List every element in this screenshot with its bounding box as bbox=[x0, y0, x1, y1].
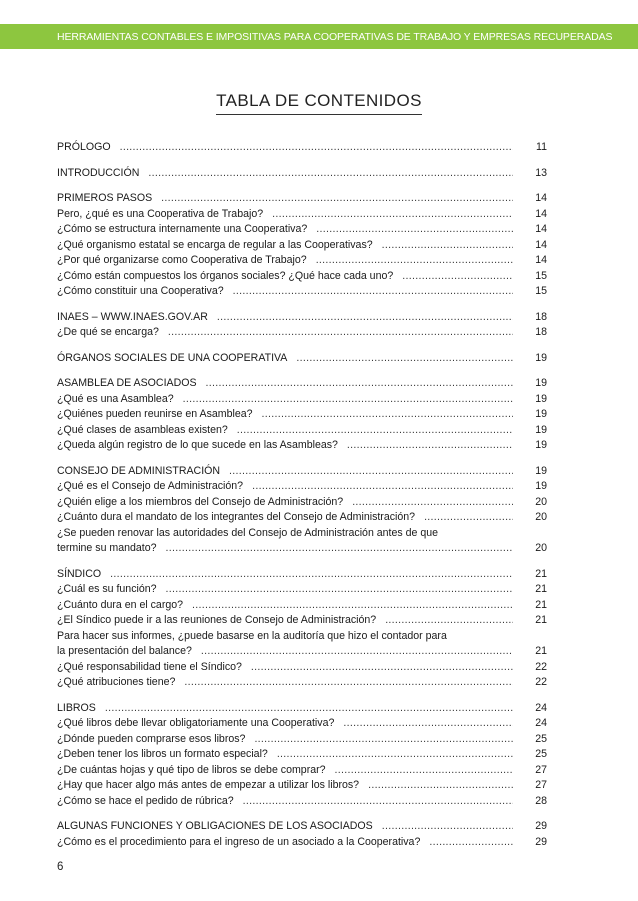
toc-entry bbox=[57, 675, 547, 691]
toc-entry bbox=[57, 613, 547, 629]
toc-entry-page: 19 bbox=[535, 464, 547, 477]
toc-entry bbox=[57, 325, 547, 341]
toc-entry-title: ¿Cómo están compuestos los órganos sociales? ¿Qué hace cada uno? bbox=[57, 269, 394, 282]
toc-entry bbox=[57, 479, 547, 495]
toc-leader-dots bbox=[429, 835, 513, 851]
toc-leader-dots bbox=[183, 392, 513, 408]
toc-entry-page: 19 bbox=[535, 351, 547, 364]
toc-leader-dots bbox=[237, 423, 513, 439]
toc-entry-title: ¿Quiénes pueden reunirse en Asamblea? bbox=[57, 408, 253, 420]
toc-leader-dots bbox=[277, 747, 513, 763]
toc-leader-dots bbox=[382, 819, 513, 835]
section-gap bbox=[57, 300, 547, 310]
toc-entry-page: 14 bbox=[535, 238, 547, 251]
toc-entry-title: ¿Qué es el Consejo de Administración? bbox=[57, 480, 244, 492]
toc-leader-dots bbox=[168, 325, 513, 341]
toc-entry-page: 20 bbox=[535, 542, 547, 554]
toc-entry-page: 14 bbox=[535, 254, 547, 266]
section-gap bbox=[57, 557, 547, 567]
toc-entry bbox=[57, 351, 547, 367]
toc-section bbox=[57, 376, 547, 454]
toc-entry-title: PRIMEROS PASOS bbox=[57, 192, 153, 204]
toc-entry-page: 19 bbox=[535, 392, 547, 405]
toc-leader-dots bbox=[272, 207, 513, 223]
toc-entry-page: 22 bbox=[535, 676, 547, 688]
toc-section bbox=[57, 819, 547, 850]
toc-entry-title: ¿Qué libros debe llevar obligatoriamente una Cooperativa? bbox=[57, 717, 335, 729]
toc-entry-title: ¿De cuántas hojas y qué tipo de libros se debe comprar? bbox=[57, 763, 326, 776]
section-gap bbox=[57, 691, 547, 701]
toc-entry-page: 21 bbox=[535, 645, 547, 657]
toc-entry-title: ¿Qué es una Asamblea? bbox=[57, 392, 174, 405]
toc-entry-page: 21 bbox=[535, 583, 547, 595]
toc-entry-title: ASAMBLEA DE ASOCIADOS bbox=[57, 377, 197, 389]
toc-entry-title: CONSEJO DE ADMINISTRACIÓN bbox=[57, 464, 221, 477]
toc-leader-dots bbox=[316, 222, 513, 238]
toc-entry bbox=[57, 763, 547, 779]
toc-entry-title: la presentación del balance? bbox=[57, 645, 192, 657]
toc-entry-page: 21 bbox=[535, 598, 547, 611]
toc-leader-dots bbox=[201, 644, 513, 660]
toc-entry bbox=[57, 495, 547, 511]
toc-entry bbox=[57, 310, 547, 326]
toc-section bbox=[57, 567, 547, 691]
toc-title-text: TABLA DE CONTENIDOS bbox=[216, 91, 422, 115]
toc-entry-title: ¿Cómo constituir una Cooperativa? bbox=[57, 285, 224, 297]
toc-entry-title: ¿De qué se encarga? bbox=[57, 326, 159, 338]
toc-leader-dots bbox=[296, 351, 513, 367]
toc-entry bbox=[57, 140, 547, 156]
toc-leader-dots bbox=[316, 253, 513, 269]
toc-leader-dots bbox=[166, 541, 513, 557]
toc-entry bbox=[57, 819, 547, 835]
toc-leader-dots bbox=[243, 794, 513, 810]
toc-entry-page: 25 bbox=[535, 748, 547, 760]
toc-entry-title: Pero, ¿qué es una Cooperativa de Trabajo? bbox=[57, 207, 264, 220]
toc-entry-page: 18 bbox=[535, 326, 547, 338]
toc-entry-title: ¿Se pueden renovar las autoridades del Consejo de Administración antes de que bbox=[57, 526, 439, 539]
toc-leader-dots bbox=[382, 238, 513, 254]
table-of-contents bbox=[57, 140, 547, 850]
toc-entry-page: 29 bbox=[535, 835, 547, 848]
toc-entry-title: termine su mandato? bbox=[57, 542, 157, 554]
toc-leader-dots bbox=[192, 598, 513, 614]
toc-entry-page: 27 bbox=[535, 779, 547, 791]
toc-entry bbox=[57, 407, 547, 423]
toc-entry bbox=[57, 423, 547, 439]
toc-leader-dots bbox=[229, 464, 513, 480]
toc-entry bbox=[57, 238, 547, 254]
toc-entry-title: ¿Deben tener los libros un formato especial? bbox=[57, 748, 268, 760]
section-gap bbox=[57, 181, 547, 191]
toc-entry-title: ¿Hay que hacer algo más antes de empezar a utilizar los libros? bbox=[57, 779, 360, 791]
toc-leader-dots bbox=[335, 763, 513, 779]
toc-entry-page: 14 bbox=[535, 223, 547, 235]
toc-entry-title: ¿Qué organismo estatal se encarga de regular a las Cooperativas? bbox=[57, 238, 373, 251]
toc-entry-title: ¿Quién elige a los miembros del Consejo de Administración? bbox=[57, 495, 344, 508]
toc-entry bbox=[57, 716, 547, 732]
toc-entry-title: Para hacer sus informes, ¿puede basarse en la auditoría que hizo el contador para bbox=[57, 629, 447, 642]
toc-leader-dots bbox=[105, 701, 513, 717]
toc-leader-dots bbox=[120, 140, 513, 156]
toc-entry bbox=[57, 438, 547, 454]
toc-entry bbox=[57, 541, 547, 557]
toc-entry-title: PRÓLOGO bbox=[57, 141, 111, 153]
toc-entry-page: 29 bbox=[535, 820, 547, 832]
toc-entry bbox=[57, 732, 547, 748]
toc-entry bbox=[57, 582, 547, 598]
toc-section bbox=[57, 464, 547, 557]
toc-entry-page: 15 bbox=[535, 269, 547, 282]
toc-entry-title: ÓRGANOS SOCIALES DE UNA COOPERATIVA bbox=[57, 351, 288, 364]
toc-leader-dots bbox=[161, 191, 513, 207]
toc-entry bbox=[57, 464, 547, 480]
toc-entry bbox=[57, 253, 547, 269]
toc-leader-dots bbox=[368, 778, 513, 794]
toc-entry-page: 24 bbox=[535, 701, 547, 714]
toc-entry-page: 19 bbox=[535, 439, 547, 451]
toc-leader-dots bbox=[233, 284, 513, 300]
toc-section bbox=[57, 191, 547, 300]
toc-entry-page: 14 bbox=[535, 192, 547, 204]
toc-entry bbox=[57, 222, 547, 238]
toc-entry-page: 24 bbox=[535, 717, 547, 729]
toc-leader-dots bbox=[254, 732, 513, 748]
toc-entry bbox=[57, 510, 547, 526]
section-gap bbox=[57, 809, 547, 819]
toc-entry-title: ¿Cuánto dura en el cargo? bbox=[57, 598, 184, 611]
toc-entry bbox=[57, 794, 547, 810]
toc-section bbox=[57, 701, 547, 810]
toc-entry-page: 15 bbox=[535, 285, 547, 297]
toc-entry-page: 21 bbox=[535, 614, 547, 626]
toc-entry bbox=[57, 598, 547, 614]
toc-entry bbox=[57, 629, 547, 645]
toc-entry-title: INAES – WWW.INAES.GOV.AR bbox=[57, 310, 208, 323]
toc-section bbox=[57, 140, 547, 156]
toc-leader-dots bbox=[262, 407, 513, 423]
toc-entry-title: ¿Qué clases de asambleas existen? bbox=[57, 423, 228, 436]
toc-entry-title: ALGUNAS FUNCIONES Y OBLIGACIONES DE LOS ASOCIADOS bbox=[57, 820, 373, 832]
toc-entry bbox=[57, 191, 547, 207]
toc-entry-page: 13 bbox=[535, 166, 547, 179]
toc-entry-page: 22 bbox=[535, 660, 547, 673]
toc-entry-page: 19 bbox=[535, 480, 547, 492]
toc-entry bbox=[57, 644, 547, 660]
toc-entry-page: 21 bbox=[535, 567, 547, 580]
toc-entry-title: INTRODUCCIÓN bbox=[57, 166, 140, 179]
toc-section bbox=[57, 351, 547, 367]
toc-section bbox=[57, 166, 547, 182]
toc-entry bbox=[57, 701, 547, 717]
toc-leader-dots bbox=[385, 613, 513, 629]
toc-entry bbox=[57, 835, 547, 851]
toc-entry-page: 28 bbox=[535, 794, 547, 807]
toc-entry bbox=[57, 747, 547, 763]
toc-leader-dots bbox=[166, 582, 513, 598]
toc-entry-title: ¿Qué responsabilidad tiene el Síndico? bbox=[57, 660, 242, 673]
toc-leader-dots bbox=[402, 269, 513, 285]
toc-entry-title: ¿Queda algún registro de lo que sucede en las Asambleas? bbox=[57, 439, 338, 451]
page-number: 6 bbox=[57, 861, 64, 873]
toc-leader-dots bbox=[252, 479, 513, 495]
toc-section bbox=[57, 310, 547, 341]
toc-leader-dots bbox=[206, 376, 513, 392]
toc-entry-title: ¿El Síndico puede ir a las reuniones de Consejo de Administración? bbox=[57, 614, 377, 626]
toc-leader-dots bbox=[217, 310, 513, 326]
toc-entry-page: 27 bbox=[535, 763, 547, 776]
toc-entry-page: 19 bbox=[535, 423, 547, 436]
toc-entry bbox=[57, 269, 547, 285]
section-gap bbox=[57, 156, 547, 166]
toc-entry bbox=[57, 660, 547, 676]
toc-entry-page: 20 bbox=[535, 495, 547, 508]
toc-entry-page: 19 bbox=[535, 408, 547, 420]
header-banner-text: HERRAMIENTAS CONTABLES E IMPOSITIVAS PARA COOPERATIVAS DE TRABAJO Y EMPRESAS RECUPERADAS bbox=[57, 31, 613, 43]
toc-leader-dots bbox=[352, 495, 513, 511]
toc-entry-page: 18 bbox=[535, 310, 547, 323]
toc-entry-title: ¿Qué atribuciones tiene? bbox=[57, 676, 176, 688]
toc-entry bbox=[57, 376, 547, 392]
toc-title bbox=[0, 91, 638, 115]
toc-leader-dots bbox=[347, 438, 513, 454]
toc-entry-title: ¿Cuál es su función? bbox=[57, 583, 157, 595]
toc-leader-dots bbox=[184, 675, 513, 691]
toc-entry bbox=[57, 207, 547, 223]
toc-entry bbox=[57, 392, 547, 408]
toc-entry-title: ¿Por qué organizarse como Cooperativa de Trabajo? bbox=[57, 254, 307, 266]
toc-leader-dots bbox=[110, 567, 513, 583]
toc-leader-dots bbox=[251, 660, 513, 676]
toc-entry-page: 20 bbox=[535, 511, 547, 523]
toc-entry bbox=[57, 284, 547, 300]
toc-leader-dots bbox=[424, 510, 513, 526]
toc-entry-title: ¿Dónde pueden comprarse esos libros? bbox=[57, 732, 246, 745]
toc-leader-dots bbox=[148, 166, 513, 182]
toc-entry bbox=[57, 526, 547, 542]
toc-entry-page: 11 bbox=[536, 141, 547, 153]
toc-entry-title: LIBROS bbox=[57, 701, 96, 714]
toc-entry-page: 19 bbox=[535, 377, 547, 389]
section-gap bbox=[57, 341, 547, 351]
toc-entry-page: 25 bbox=[535, 732, 547, 745]
section-gap bbox=[57, 454, 547, 464]
toc-entry-title: ¿Cómo se estructura internamente una Cooperativa? bbox=[57, 223, 308, 235]
toc-entry-title: ¿Cómo se hace el pedido de rúbrica? bbox=[57, 794, 234, 807]
toc-entry bbox=[57, 567, 547, 583]
section-gap bbox=[57, 366, 547, 376]
header-banner bbox=[0, 24, 638, 49]
toc-entry-page: 14 bbox=[535, 207, 547, 220]
toc-leader-dots bbox=[343, 716, 513, 732]
toc-entry-title: SÍNDICO bbox=[57, 567, 102, 580]
toc-entry-title: ¿Cuánto dura el mandato de los integrantes del Consejo de Administración? bbox=[57, 511, 416, 523]
toc-entry-title: ¿Cómo es el procedimiento para el ingreso de un asociado a la Cooperativa? bbox=[57, 835, 421, 848]
toc-entry bbox=[57, 166, 547, 182]
toc-entry bbox=[57, 778, 547, 794]
